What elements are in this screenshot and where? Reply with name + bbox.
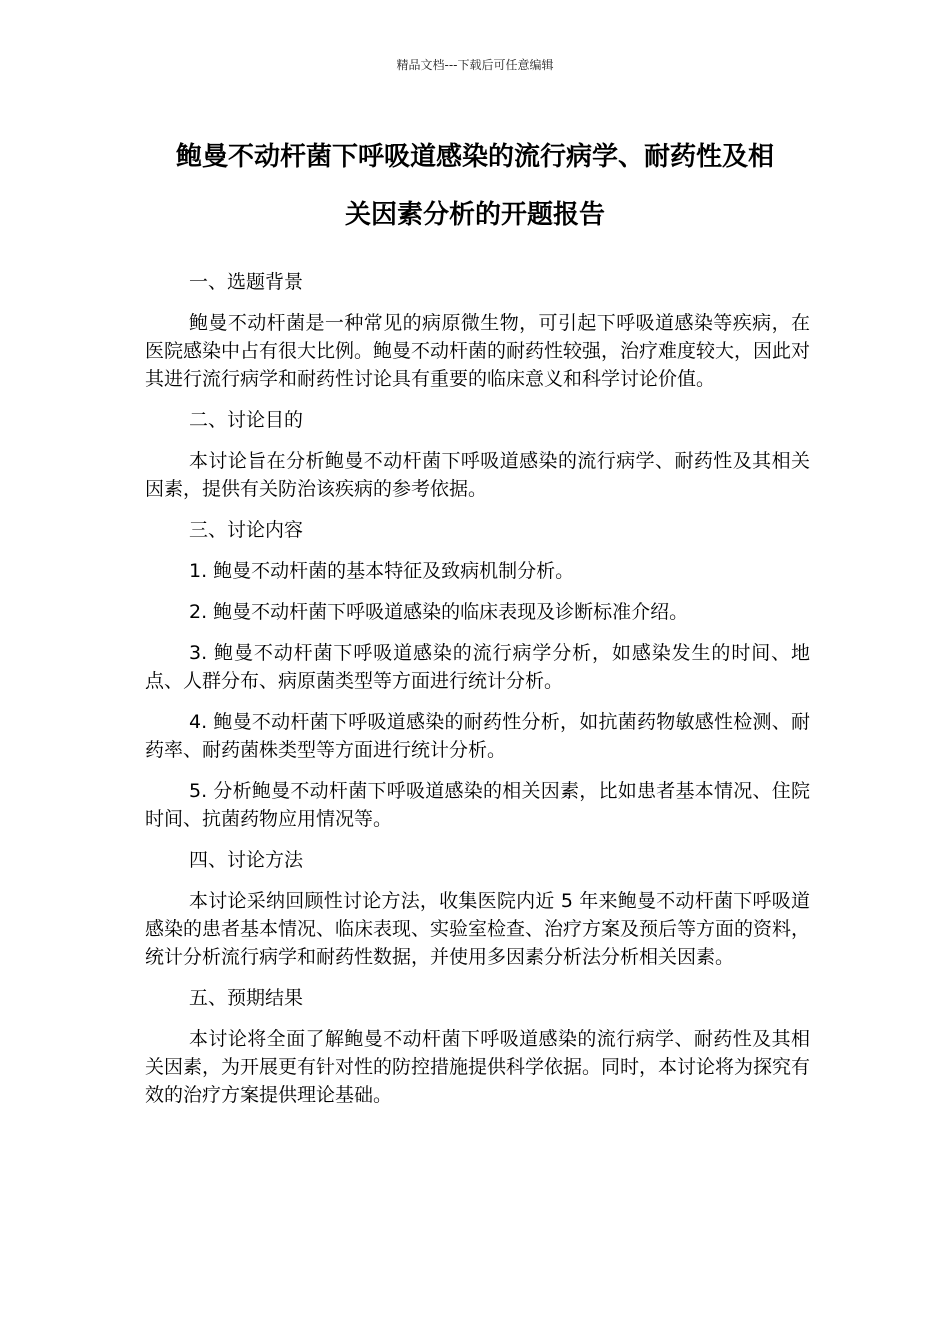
page-header: 精品文档---下载后可任意编辑 xyxy=(396,58,554,72)
paragraph-background: 鲍曼不动杆菌是一种常见的病原微生物，可引起下呼吸道感染等疾病，在医院感染中占有很大比例。鲍曼不动杆菌的耐药性较强，治疗难度较大，因此对其进行流行病学和耐药性讨论具有重要的临床意义和科学讨论价值。 xyxy=(145,312,811,390)
content-item-3: 3. 鲍曼不动杆菌下呼吸道感染的流行病学分析，如感染发生的时间、地点、人群分布、病原菌类型等方面进行统计分析。 xyxy=(145,642,810,692)
document-body xyxy=(145,268,810,1122)
content-item-4: 4. 鲍曼不动杆菌下呼吸道感染的耐药性分析，如抗菌药物敏感性检测、耐药率、耐药菌株类型等方面进行统计分析。 xyxy=(145,711,810,761)
section-heading-content: 三、讨论内容 xyxy=(189,519,304,541)
title-line-1: 鲍曼不动杆菌下呼吸道感染的流行病学、耐药性及相 xyxy=(175,142,774,172)
paragraph-expected: 本讨论将全面了解鲍曼不动杆菌下呼吸道感染的流行病学、耐药性及其相关因素，为开展更有针对性的防控措施提供科学依据。同时，本讨论将为探究有效的治疗方案提供理论基础。 xyxy=(145,1028,811,1106)
content-item-5: 5. 分析鲍曼不动杆菌下呼吸道感染的相关因素，比如患者基本情况、住院时间、抗菌药物应用情况等。 xyxy=(145,780,810,830)
section-heading-background: 一、选题背景 xyxy=(189,271,304,293)
paragraph-method: 本讨论采纳回顾性讨论方法，收集医院内近 5 年来鲍曼不动杆菌下呼吸道感染的患者基本情况、临床表现、实验室检查、治疗方案及预后等方面的资料，统计分析流行病学和耐药性数据，并使用多因素分析法分析相关因素。 xyxy=(145,890,811,968)
section-heading-purpose: 二、讨论目的 xyxy=(189,409,304,431)
paragraph-purpose: 本讨论旨在分析鲍曼不动杆菌下呼吸道感染的流行病学、耐药性及其相关因素，提供有关防治该疾病的参考依据。 xyxy=(145,450,810,500)
document-title xyxy=(140,128,810,244)
section-heading-expected: 五、预期结果 xyxy=(189,987,304,1009)
content-item-1: 1. 鲍曼不动杆菌的基本特征及致病机制分析。 xyxy=(189,560,575,582)
section-heading-method: 四、讨论方法 xyxy=(189,849,304,871)
title-line-2: 关因素分析的开题报告 xyxy=(344,200,605,230)
content-item-2: 2. 鲍曼不动杆菌下呼吸道感染的临床表现及诊断标准介绍。 xyxy=(189,601,689,623)
